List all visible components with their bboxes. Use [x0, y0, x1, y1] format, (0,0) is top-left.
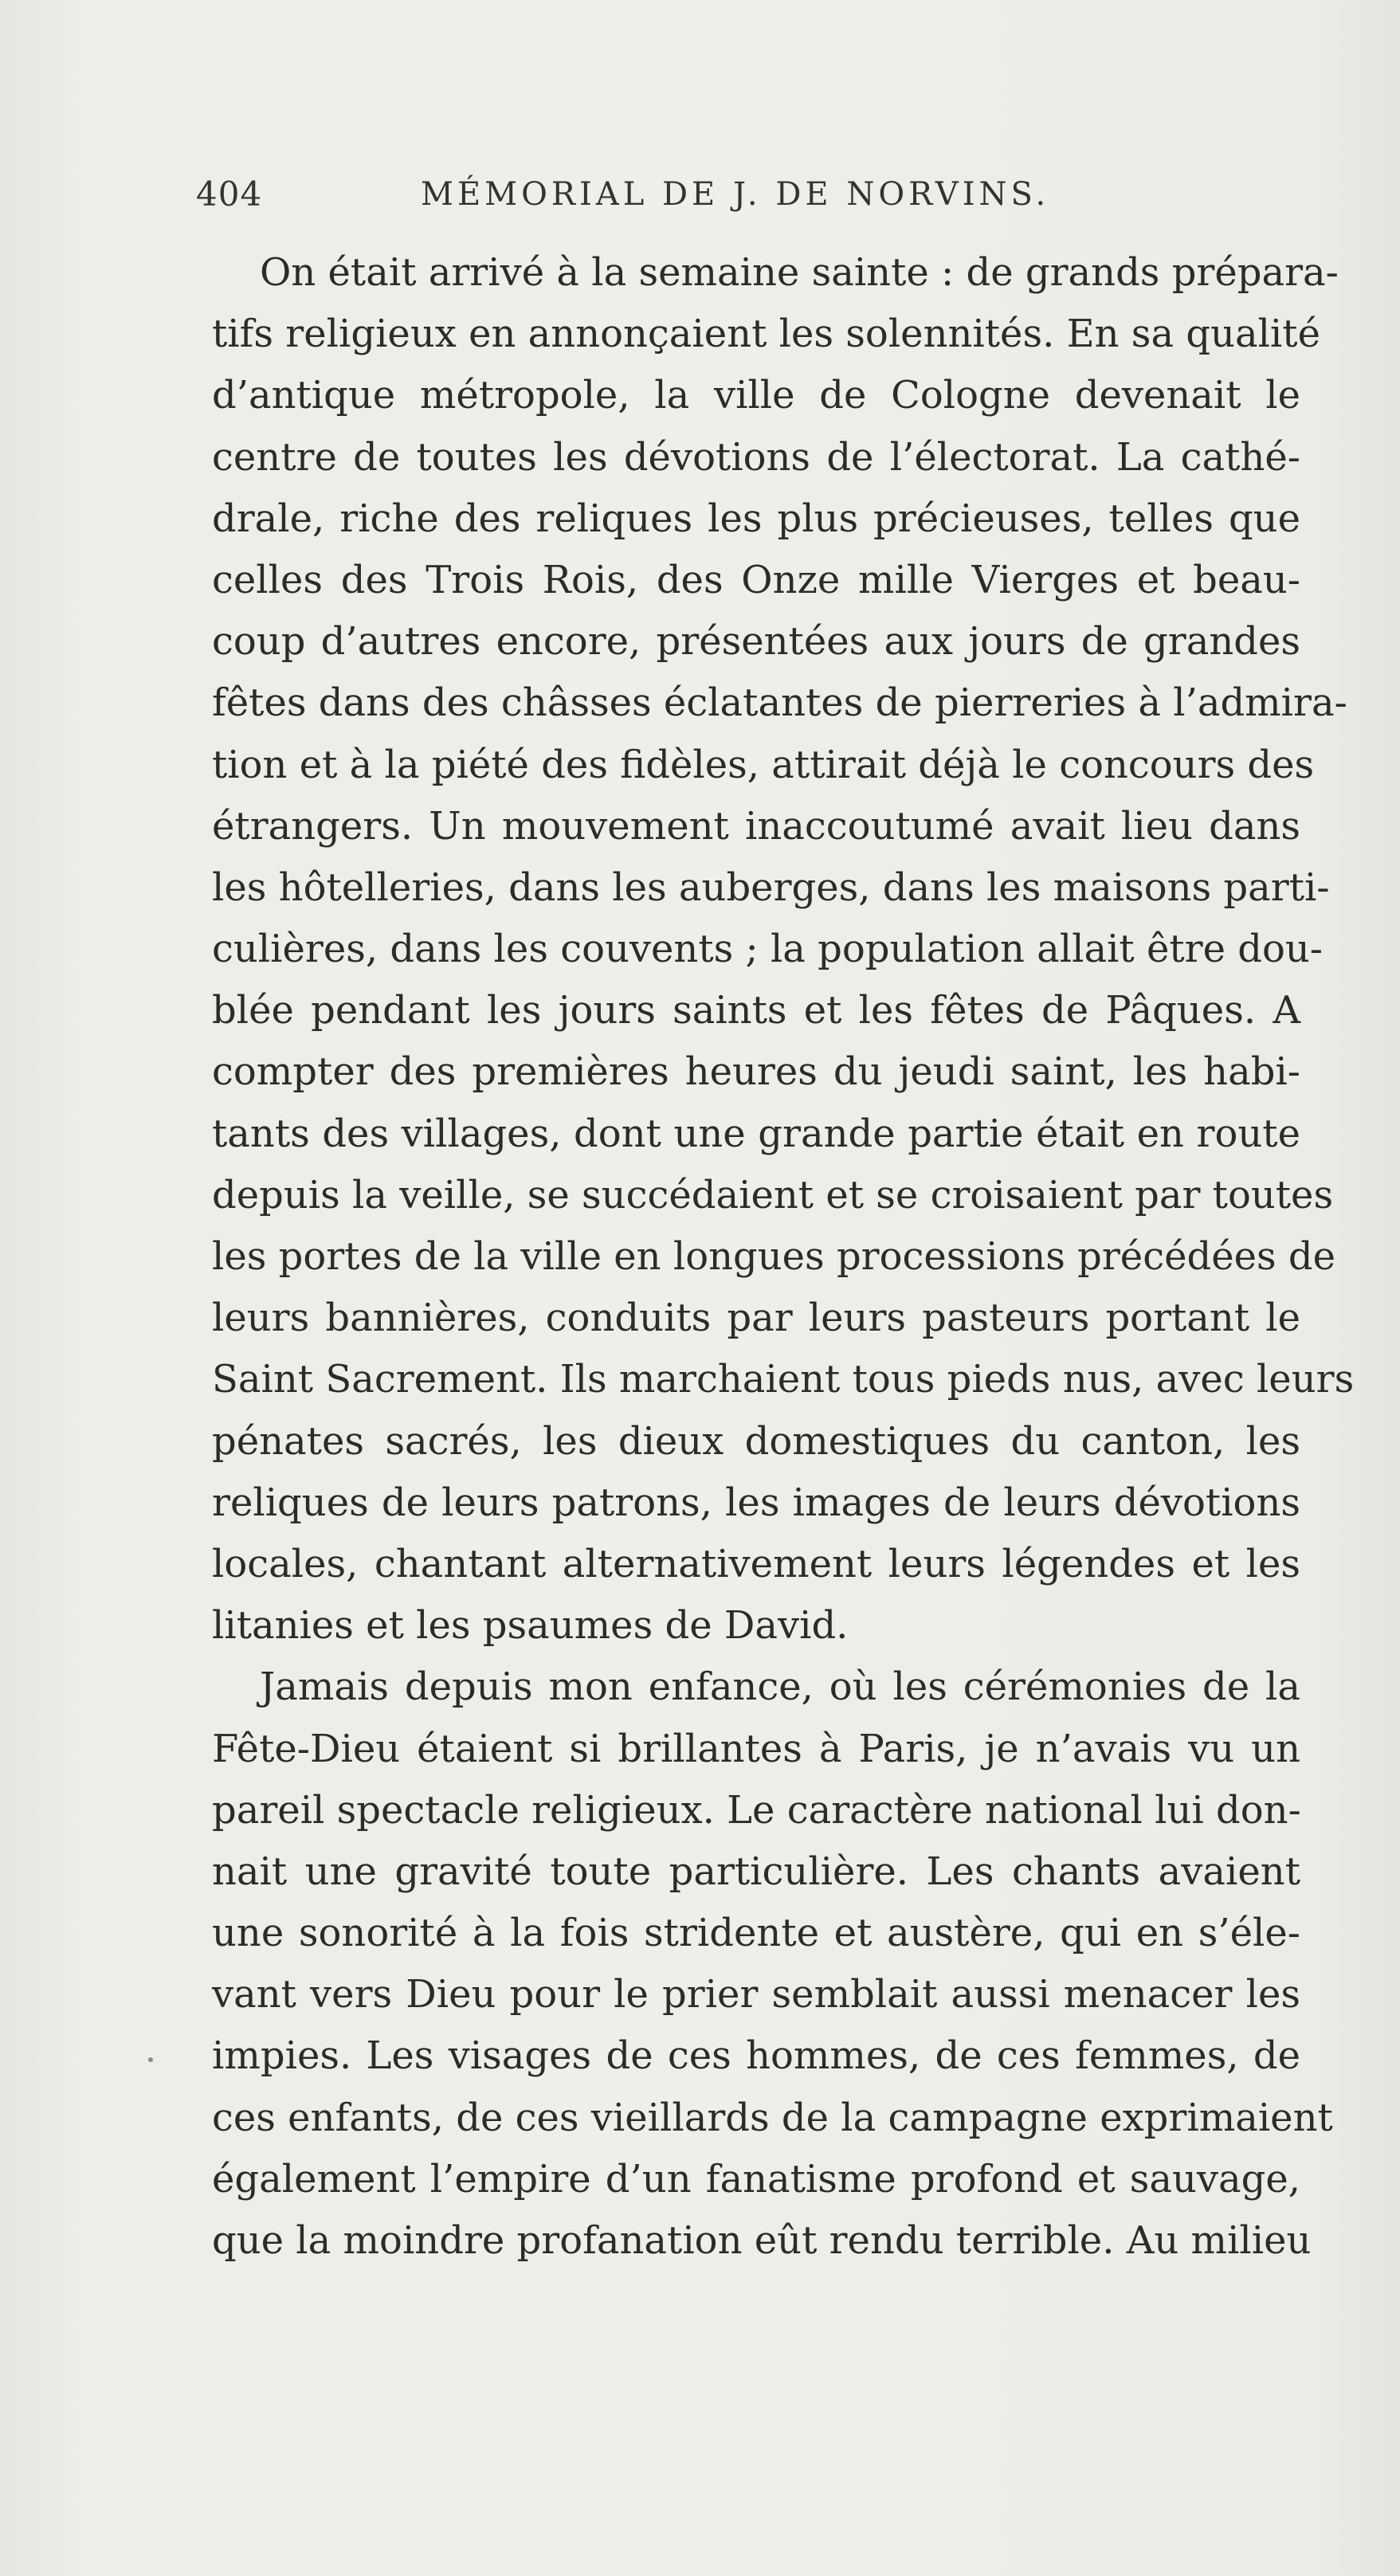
text-line: que la moindre profanation eût rendu terrible. Au milieu	[212, 2218, 1312, 2263]
text-line: impies. Les visages de ces hommes, de ces femmes, de	[212, 2033, 1300, 2079]
text-line: culières, dans les couvents ; la population allait être dou-	[212, 927, 1324, 972]
text-line: Jamais depuis mon enfance, où les cérémonies de la	[260, 1664, 1300, 1710]
text-line: locales, chantant alternativement leurs légendes et les	[212, 1541, 1300, 1586]
text-line: blée pendant les jours saints et les fêtes de Pâques. A	[212, 988, 1300, 1033]
text-line: ces enfants, de ces vieillards de la campagne exprimaient	[212, 2095, 1333, 2140]
text-line: tifs religieux en annonçaient les solennités. En sa qualité	[212, 312, 1320, 357]
text-line: drale, riche des reliques les plus précieuses, telles que	[212, 496, 1300, 541]
running-head	[196, 171, 1073, 218]
text-line: Saint Sacrement. Ils marchaient tous pieds nus, avec leurs	[212, 1357, 1355, 1402]
text-line: les portes de la ville en longues processions précédées de	[212, 1234, 1336, 1279]
page-number: 404	[196, 174, 263, 214]
text-line: centre de toutes les dévotions de l’électorat. La cathé-	[212, 434, 1300, 480]
text-line: fêtes dans des châsses éclatantes de pierreries à l’admira-	[212, 680, 1347, 726]
text-line: coup d’autres encore, présentées aux jours de grandes	[212, 619, 1300, 665]
ink-speck	[148, 2057, 153, 2062]
text-line: vant vers Dieu pour le prier semblait aussi menacer les	[212, 1972, 1300, 2017]
text-line: étrangers. Un mouvement inaccoutumé avait lieu dans	[212, 803, 1300, 849]
text-line: celles des Trois Rois, des Onze mille Vierges et beau-	[212, 557, 1300, 602]
text-line: depuis la veille, se succédaient et se croisaient par toutes	[212, 1172, 1334, 1217]
text-line: litanies et les psaumes de David.	[212, 1603, 849, 1649]
text-line: une sonorité à la fois stridente et austère, qui en s’éle-	[212, 1911, 1300, 1956]
text-line: pénates sacrés, les dieux domestiques du canton, les	[212, 1418, 1300, 1464]
text-line: d’antique métropole, la ville de Cologne devenait le	[212, 373, 1300, 418]
body-text	[212, 242, 1355, 2272]
running-title: MÉMORIAL DE J. DE NORVINS.	[421, 176, 1050, 213]
text-line: On était arrivé à la semaine sainte : de grands prépara-	[260, 250, 1339, 295]
text-line: également l’empire d’un fanatisme profond et sauvage,	[212, 2156, 1300, 2202]
text-line: reliques de leurs patrons, les images de leurs dévotions	[212, 1480, 1300, 1525]
text-line: leurs bannières, conduits par leurs pasteurs portant le	[212, 1296, 1300, 1341]
text-line: compter des premières heures du jeudi saint, les habi-	[212, 1049, 1300, 1095]
text-line: tion et à la piété des fidèles, attirait déjà le concours des	[212, 742, 1315, 787]
text-line: tants des villages, dont une grande partie était en route	[212, 1111, 1300, 1156]
text-line: pareil spectacle religieux. Le caractère national lui don-	[212, 1787, 1301, 1833]
text-line: les hôtelleries, dans les auberges, dans les maisons parti-	[212, 865, 1330, 910]
text-line: Fête-Dieu étaient si brillantes à Paris, je n’avais vu un	[212, 1726, 1300, 1771]
text-line: nait une gravité toute particulière. Les chants avaient	[212, 1849, 1300, 1894]
